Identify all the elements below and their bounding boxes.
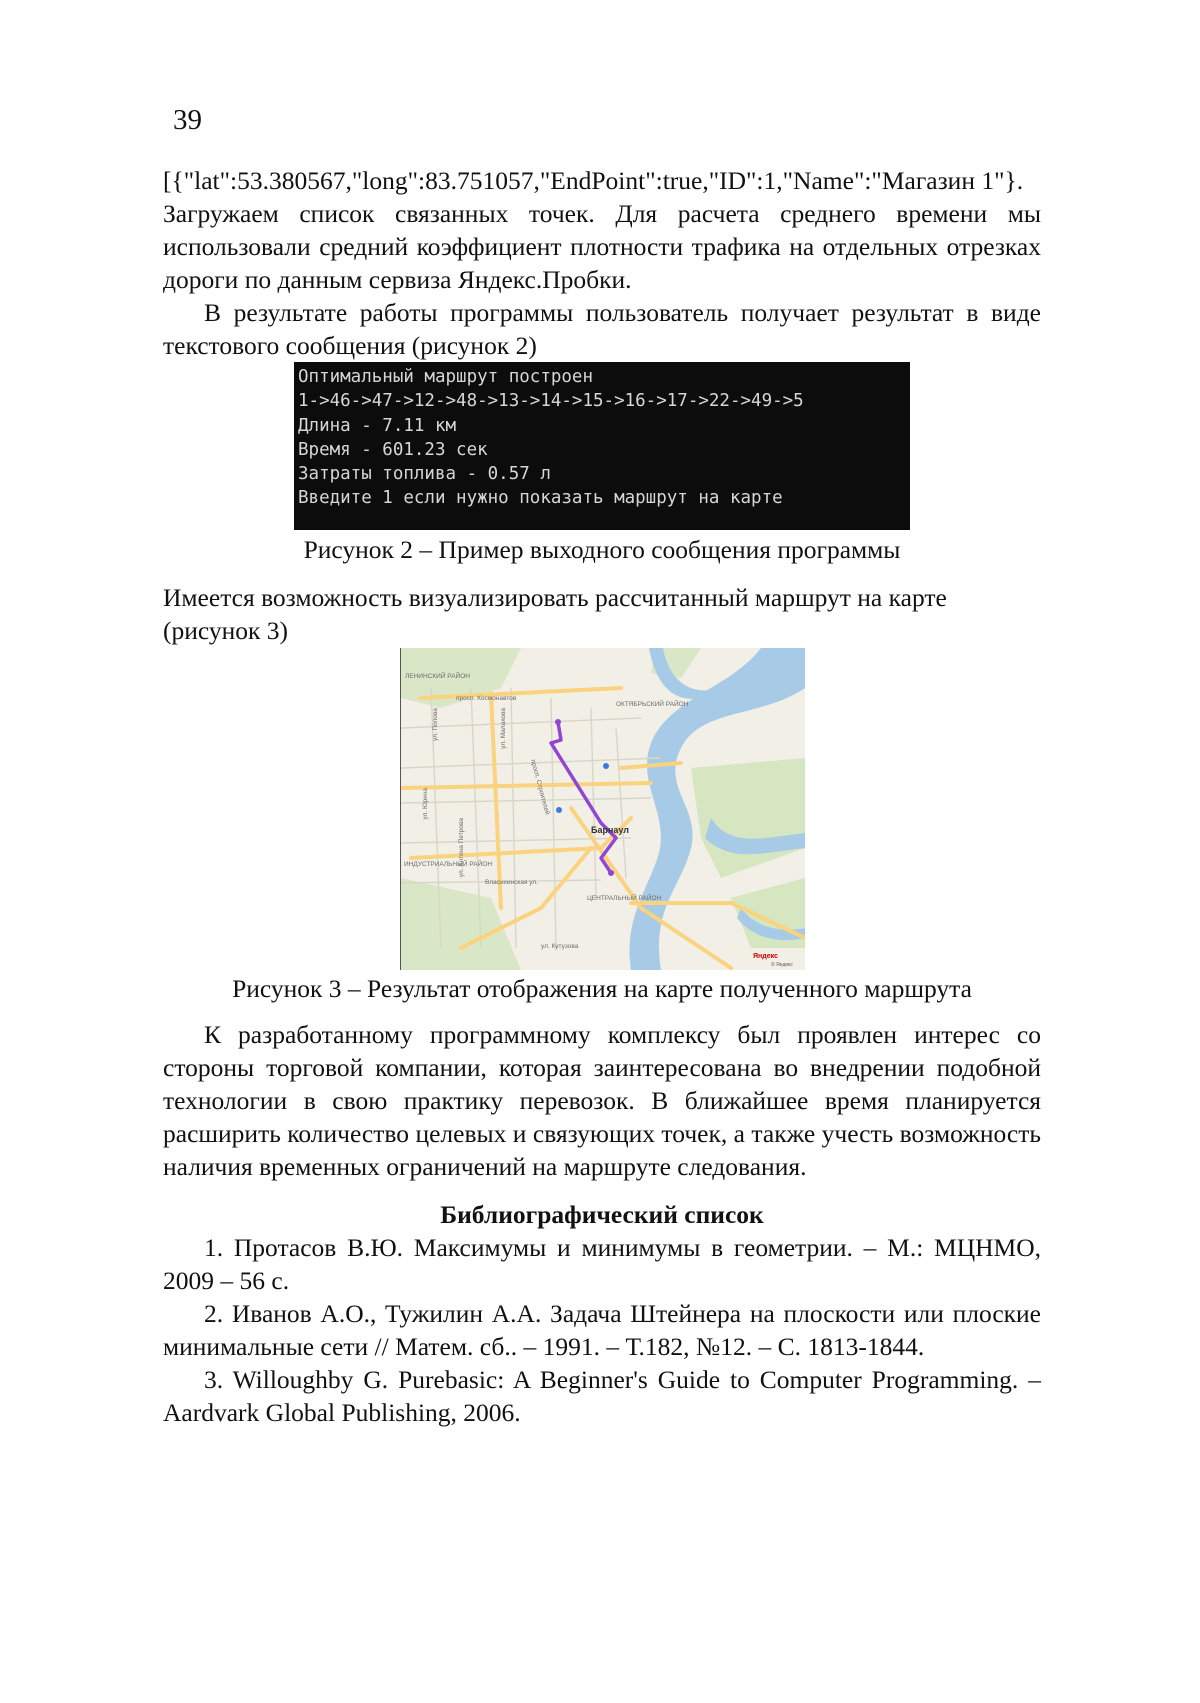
map-label-district: ЦЕНТРАЛЬНЫЙ РАЙОН [587,893,662,902]
map-label-district: ОКТЯБРЬСКИЙ РАЙОН [616,699,689,708]
map-label-street: просп. Космонавтов [456,695,517,702]
result-paragraph: В результате работы программы пользователь получает результат в виде текстового сообщения (рисунок 2) [163,296,1041,362]
console-line: Затраты топлива - 0.57 л [298,462,910,486]
map-label-street: ул. Малахова [500,708,507,749]
bibliography-item: 3. Willoughby G. Purebasic: A Beginner's Guide to Computer Programming. – Aardvark Global Publishing, 2006. [163,1363,1041,1429]
json-sample-text: [{"lat":53.380567,"long":83.751057,"EndPoint":true,"ID":1,"Name":"Магазин 1"}. [163,164,1041,197]
console-line: Введите 1 если нужно показать маршрут на карте [298,486,910,510]
map-yandex-logo: Яндекс [753,953,778,960]
console-line: Длина - 7.11 км [298,414,910,438]
map-label-district: ЛЕНИНСКИЙ РАЙОН [405,671,470,680]
map-copyright: © Яндекс [771,961,793,968]
map-poi-marker [603,763,609,769]
map-label-district: ИНДУСТРИАЛЬНЫЙ РАЙОН [404,859,492,868]
bibliography-heading: Библиографический список [163,1198,1041,1231]
console-line: 1->46->47->12->48->13->14->15->16->17->22->49->5 [298,389,910,413]
bibliography-item: 1. Протасов В.Ю. Максимумы и минимумы в геометрии. – М.: МЦНМО, 2009 – 56 с. [163,1231,1041,1297]
map-label-city: Барнаул [591,825,629,835]
interest-paragraph: К разработанному программному комплексу был проявлен интерес со стороны торговой компании, которая заинтересована во внедрении подобной технологии в свою практику перевозок. В ближайшее время планируется расширить количество целевых и связующих точек, а также учесть возможность наличия временных ограничений на маршруте следования. [163,1018,1041,1183]
map-poi-marker [556,807,562,813]
figure3-caption: Рисунок 3 – Результат отображения на карте полученного маршрута [163,972,1041,1005]
route-map-figure [400,648,805,970]
map-label-street: ул. Антона Петрова [458,818,465,878]
page-content [163,164,1041,1429]
bibliography-item: 2. Иванов А.О., Тужилин А.А. Задача Штейнера на плоскости или плоские минимальные сети // Матем. сб.. – 1991. – Т.182, №12. – С. 1813-1844. [163,1297,1041,1363]
visualize-paragraph: Имеется возможность визуализировать рассчитанный маршрут на карте (рисунок 3) [163,581,983,647]
map-label-street: ул. Кутузова [541,943,579,950]
console-line: Оптимальный маршрут построен [298,365,910,389]
map-route-start-marker [555,719,561,725]
map-label-street: просп. Строителей [529,758,552,815]
console-output-figure [294,362,910,530]
figure2-caption: Рисунок 2 – Пример выходного сообщения программы [163,533,1041,566]
load-points-paragraph: Загружаем список связанных точек. Для расчета среднего времени мы использовали средний коэффициент плотности трафика на отдельных отрезках дороги по данным сервиза Яндекс.Пробки. [163,197,1041,296]
map-label-street: ул. Попова [432,708,439,741]
map-route-end-marker [608,870,614,876]
map-label-street: ул. Юрина [422,788,429,820]
console-line: Время - 601.23 сек [298,438,910,462]
document-page [0,0,1200,1703]
page-number: 39 [173,104,202,137]
map-label-street: Власихинская ул. [485,879,538,886]
